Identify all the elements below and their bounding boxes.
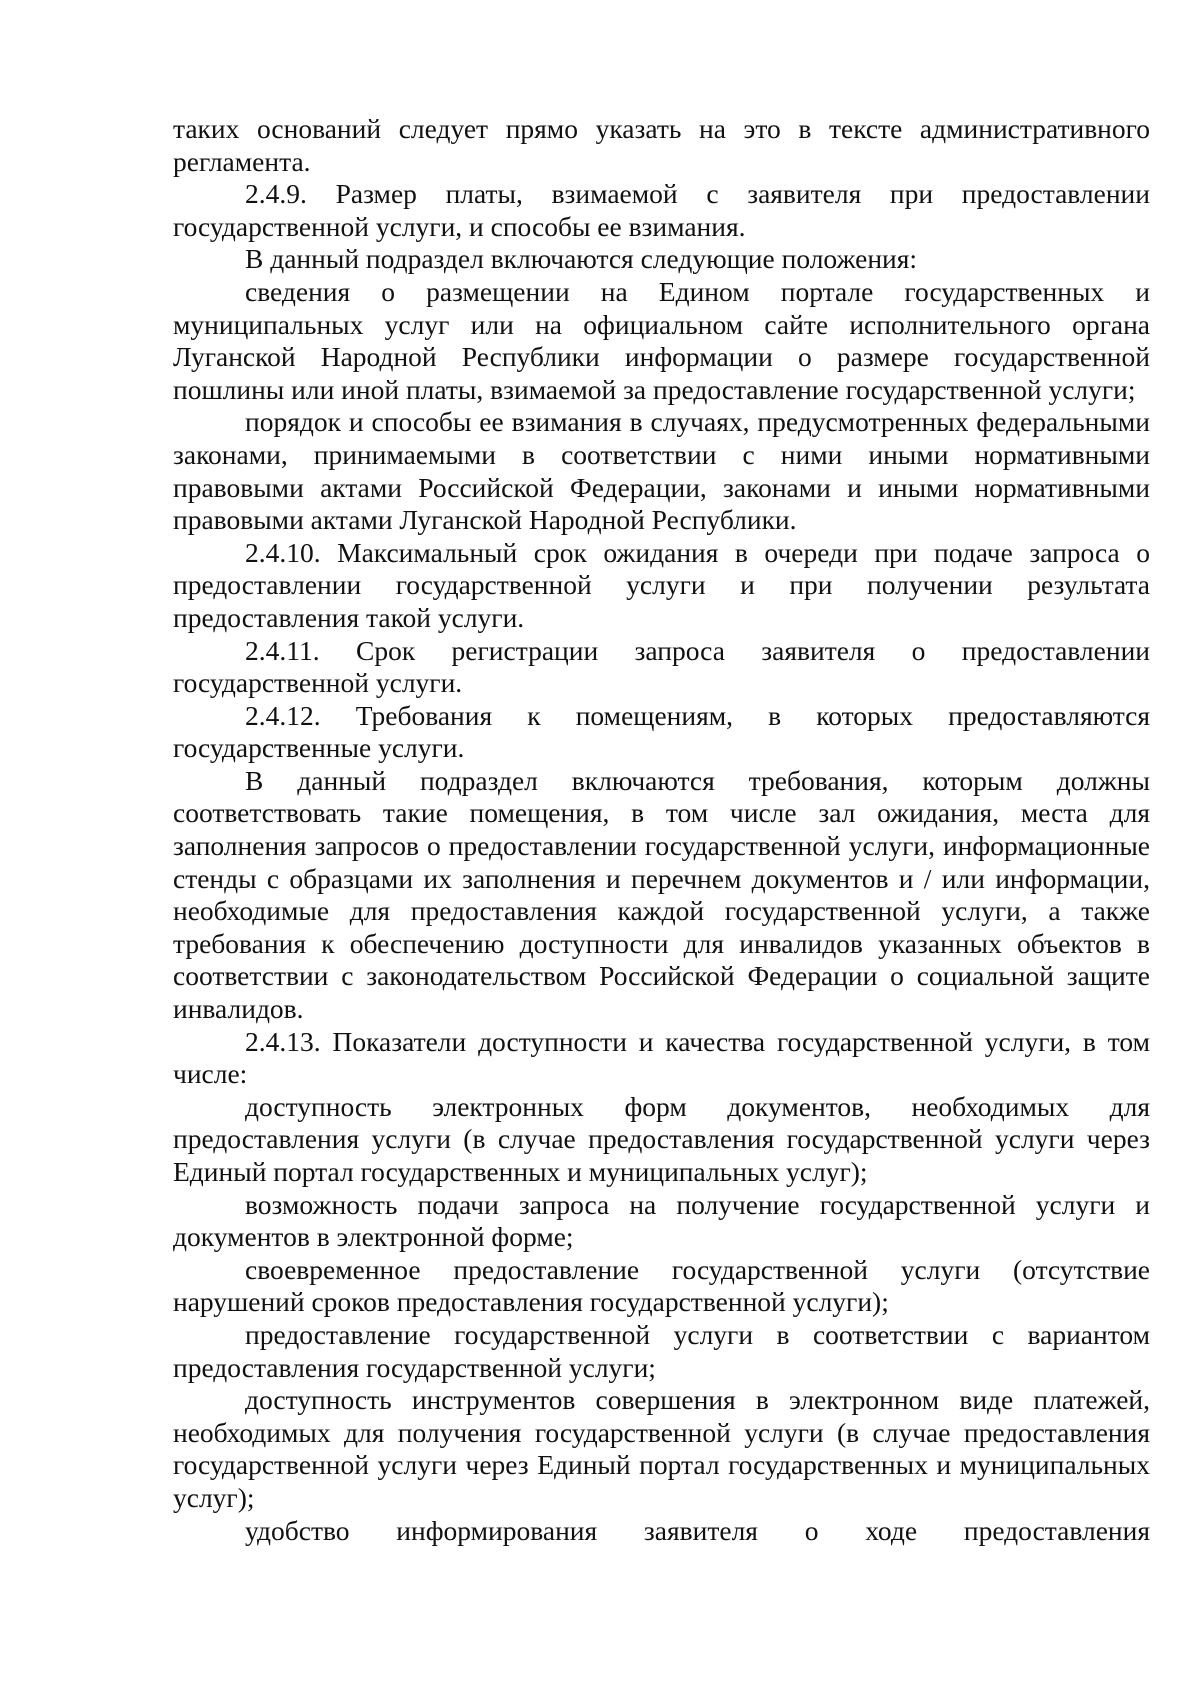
paragraph-subsection-intro: В данный подраздел включаются следующие положения: — [245, 243, 918, 275]
paragraph-electronic-forms: доступность электронных форм документов, необходимых для предоставления услуги (в случае предоставления государственной услуги через Единый портал государственных и муниципальных услуг); — [173, 1090, 1150, 1187]
paragraph-premises-requirements: В данный подраздел включаются требования, которым должны соответствовать такие помещения, в том числе зал ожидания, места для заполнения запросов о предоставлении государственной услуги, информационные стенды с образцами их заполнения и перечнем документов и / или информации, необходимые для предоставления каждой государственной услуги, а также требования к обеспечению доступности для инвалидов указанных объектов в соответствии с законодательством Российской Федерации о социальной защите инвалидов. — [173, 764, 1150, 1025]
paragraph-electronic-request: возможность подачи запроса на получение государственной услуги и документов в электронной форме; — [173, 1188, 1150, 1253]
paragraph-2-4-10: 2.4.10. Максимальный срок ожидания в очереди при подаче запроса о предоставлении государственной услуги и при получении результата предоставления такой услуги. — [173, 536, 1150, 633]
paragraph-payment-tools: доступность инструментов совершения в электронном виде платежей, необходимых для получения государственной услуги (в случае предоставления государственной услуги через Единый портал государственных и муниципальных услуг); — [173, 1384, 1150, 1513]
paragraph-informing-convenience: удобство информирования заявителя о ходе предоставления — [245, 1514, 1150, 1546]
paragraph-portal-info: сведения о размещении на Едином портале государственных и муниципальных услуг или на официальном сайте исполнительного органа Луганской Народной Республики информации о размере государственной пошлины или иной платы, взимаемой за предоставление государственной услуги; — [173, 275, 1150, 405]
paragraph-variant-provision: предоставление государственной услуги в соответствии с вариантом предоставления государственной услуги; — [173, 1318, 1150, 1383]
paragraph-2-4-12: 2.4.12. Требования к помещениям, в которых предоставляются государственные услуги. — [173, 699, 1150, 764]
paragraph-payment-procedure: порядок и способы ее взимания в случаях, предусмотренных федеральными законами, принимаемыми в соответствии с ними иными нормативными правовыми актами Российской Федерации, законами и иными нормативными правовыми актами Луганской Народной Республики. — [173, 406, 1150, 536]
document-page — [173, 113, 1150, 1547]
paragraph-2-4-9: 2.4.9. Размер платы, взимаемой с заявителя при предоставлении государственной услуги, и способы ее взимания. — [173, 178, 1150, 242]
paragraph-2-4-11: 2.4.11. Срок регистрации запроса заявителя о предоставлении государственной услуги. — [173, 634, 1150, 699]
paragraph-2-4-13: 2.4.13. Показатели доступности и качества государственной услуги, в том числе: — [173, 1025, 1150, 1090]
paragraph-continuation: таких оснований следует прямо указать на это в тексте административного регламента. — [173, 113, 1150, 177]
paragraph-timely-provision: своевременное предоставление государственной услуги (отсутствие нарушений сроков предоставления государственной услуги); — [173, 1253, 1150, 1318]
